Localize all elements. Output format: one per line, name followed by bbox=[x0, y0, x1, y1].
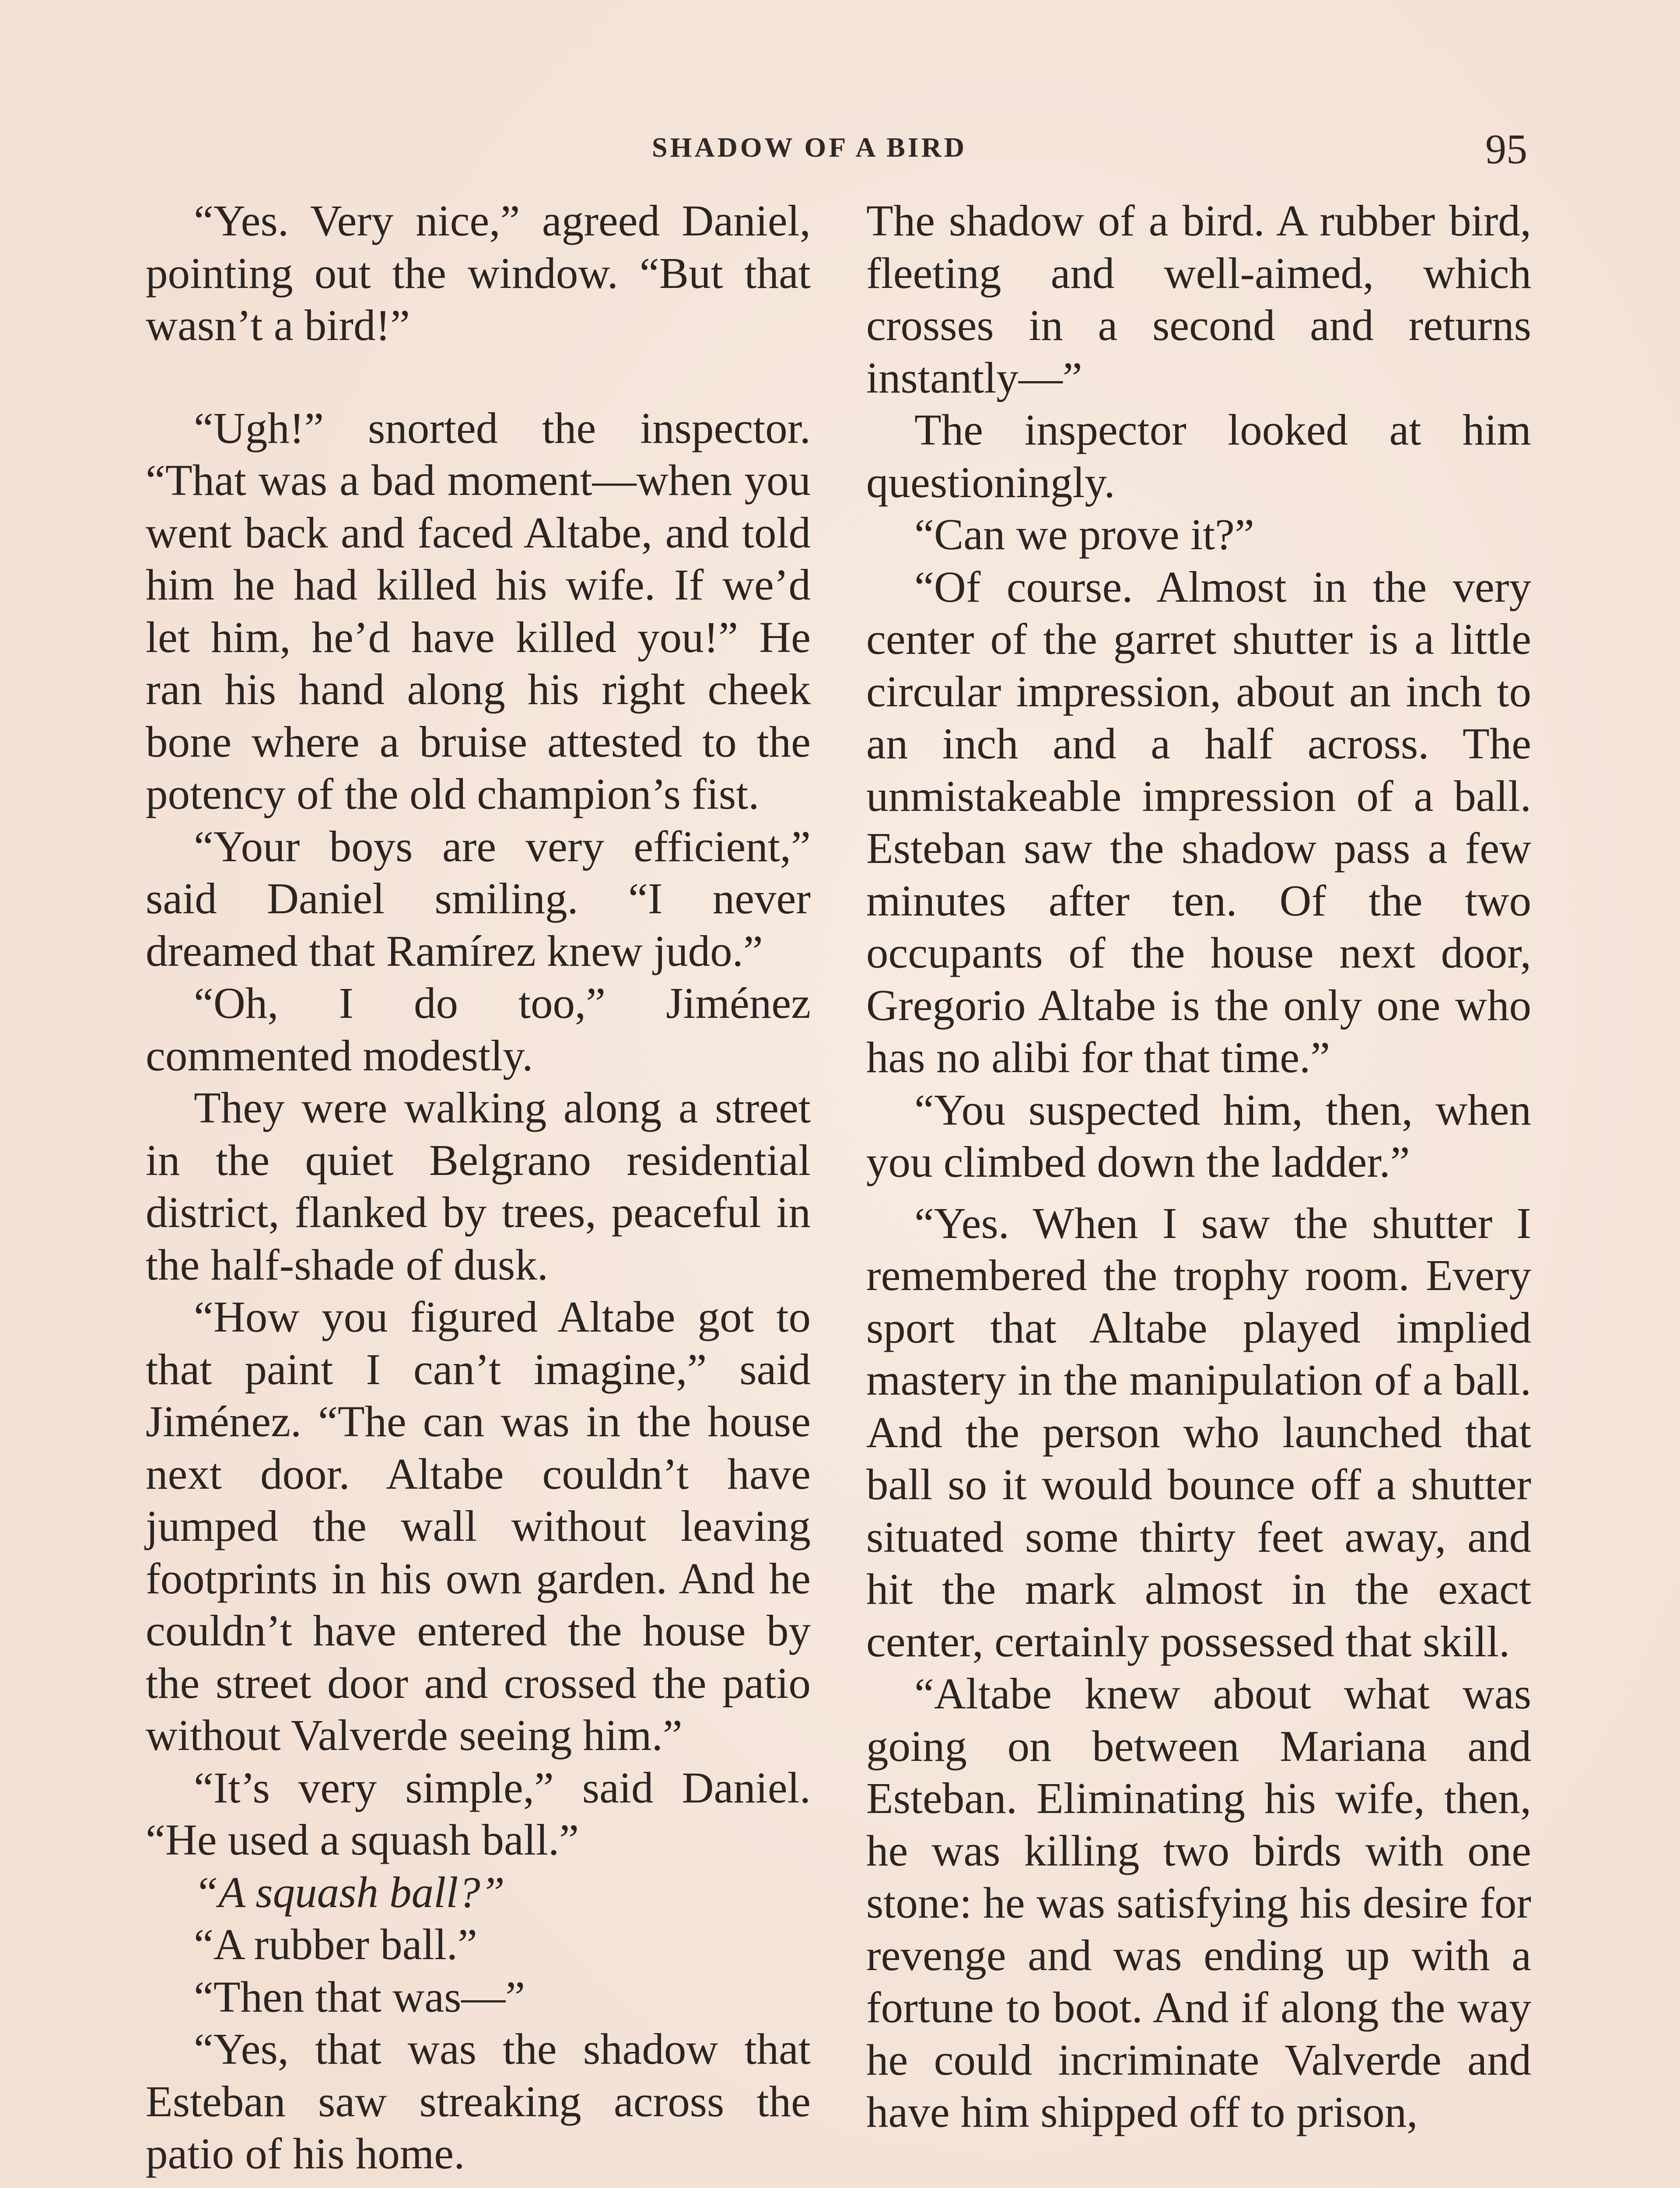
paragraph: The inspector looked at him questioningly. bbox=[866, 405, 1531, 507]
right-text-column bbox=[866, 195, 1531, 2139]
paragraph: “A squash ball?” bbox=[194, 1867, 505, 1917]
paragraph: “Can we prove it?” bbox=[914, 510, 1254, 559]
paragraph: “Yes. Very nice,” agreed Daniel, pointing out the window. “But that wasn’t a bird!” bbox=[146, 196, 811, 350]
paragraph: “It’s very simple,” said Daniel. “He used a squash ball.” bbox=[146, 1763, 811, 1864]
paragraph: “Altabe knew about what was going on between Mariana and Esteban. Eliminating his wife, then, he was killing two birds with one stone: he was satisfying his desire for revenge and was ending up with a fortune to boot. And if along the way he could incriminate Valverde and have him shipped off to prison, bbox=[866, 1669, 1531, 2136]
paragraph: They were walking along a street in the quiet Belgrano residential district, flanked by trees, peaceful in the half-shade of dusk. bbox=[146, 1083, 811, 1289]
paragraph: “Then that was—” bbox=[194, 1972, 525, 2021]
paragraph: “A rubber ball.” bbox=[194, 1920, 477, 1969]
paragraph: “How you figured Altabe got to that paint I can’t imagine,” said Jiménez. “The can was in the house next door. Altabe couldn’t have jumped the wall without leaving footprints in his own garden. And he couldn’t have entered the house by the street door and crossed the patio without Valverde seeing him.” bbox=[146, 1292, 811, 1760]
left-text-column bbox=[146, 195, 811, 2180]
running-title: SHADOW OF A BIRD bbox=[652, 132, 967, 163]
paragraph: “Ugh!” snorted the inspector. “That was a bad moment—when you went back and faced Altabe, and told him he had killed his wife. If we’d let him, he’d have killed you!” He ran his hand along his right cheek bone where a bruise attested to the potency of the old champion’s fist. bbox=[146, 403, 811, 818]
paragraph: “You suspected him, then, when you climbed down the ladder.” bbox=[866, 1085, 1531, 1186]
paragraph: “Yes. When I saw the shutter I remembered the trophy room. Every sport that Altabe played implied mastery in the manipulation of a ball. And the person who launched that ball so it would bounce off a shutter situated some thirty feet away, and hit the mark almost in the exact center, certainly possessed that skill. bbox=[866, 1198, 1531, 1666]
paragraph: “Of course. Almost in the very center of the garret shutter is a little circular impression, about an inch to an inch and a half across. The unmistakeable impression of a ball. Esteban saw the shadow pass a few minutes after ten. Of the two occupants of the house next door, Gregorio Altabe is the only one who has no alibi for that time.” bbox=[866, 562, 1531, 1082]
paragraph: The shadow of a bird. A rubber bird, fleeting and well-aimed, which crosses in a second and returns instantly—” bbox=[866, 196, 1531, 402]
page-number: 95 bbox=[1485, 126, 1527, 172]
paragraph: “Yes, that was the shadow that Esteban saw streaking across the patio of his home. bbox=[146, 2024, 811, 2178]
paragraph: “Your boys are very efficient,” said Daniel smiling. “I never dreamed that Ramírez knew judo.” bbox=[146, 821, 811, 975]
paragraph: “Oh, I do too,” Jiménez commented modestly. bbox=[146, 978, 811, 1080]
